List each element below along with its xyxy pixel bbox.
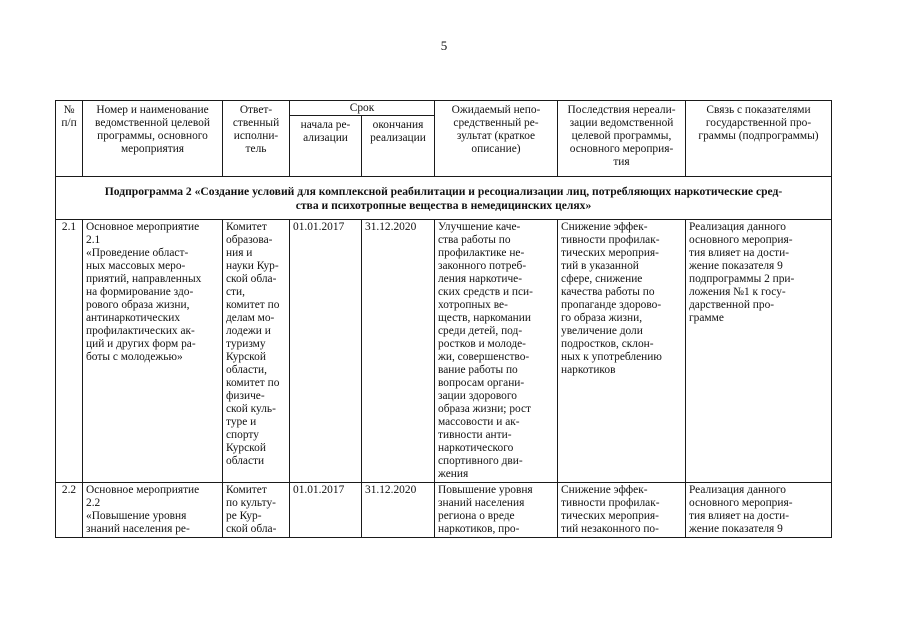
text-line: 2.1 [86, 234, 101, 246]
text-line: образа жизни; рост [438, 403, 532, 415]
text-line: ской обла- [226, 273, 277, 285]
text-line: основного мероприя- [689, 497, 793, 509]
text-line: делам мо- [226, 312, 275, 324]
header-name [83, 101, 223, 177]
header-row-1 [56, 101, 832, 116]
text-line: зультат (краткое [456, 130, 536, 142]
text-line: области [226, 455, 265, 467]
header-link [686, 101, 832, 177]
header-start [290, 116, 362, 177]
consequences [558, 220, 686, 483]
text-line: ществ, наркомании [438, 312, 531, 324]
text-line: на формирование здо- [86, 286, 194, 298]
start-date: 01.01.2017 [290, 483, 362, 538]
text-line: ления наркотиче- [438, 273, 523, 285]
start-date: 01.01.2017 [290, 220, 362, 483]
text-line: спортивного дви- [438, 455, 523, 467]
executor [223, 483, 290, 538]
text-line: жение показателя 9 [689, 523, 783, 535]
text-line: зации здорового [438, 390, 517, 402]
text-line: Номер и наименование [96, 104, 209, 116]
text-line: тель [245, 143, 267, 155]
text-line: сти, [226, 286, 245, 298]
text-line: региона о вреде [438, 510, 515, 522]
text-line: тических мероприя- [561, 247, 659, 259]
text-line: ных к употреблению [561, 351, 662, 363]
text-line: начала ре- [300, 119, 351, 131]
header-result [435, 101, 558, 177]
text-line: знаний населения ре- [86, 523, 190, 535]
text-line: по культу- [226, 497, 276, 509]
text-line: жения [438, 468, 469, 480]
section-row [56, 177, 832, 220]
text-line: тия [613, 156, 630, 168]
text-line: реализации [370, 132, 426, 144]
text-line: ализации [303, 132, 348, 144]
text-line: программы, основного [97, 130, 208, 142]
text-line: физиче- [226, 390, 265, 402]
executor [223, 220, 290, 483]
text-line: наркотиков [561, 364, 616, 376]
text-line: пропаганде здорово- [561, 299, 662, 311]
end-date: 31.12.2020 [362, 483, 435, 538]
measure-name [83, 483, 223, 538]
text-line: хотропных ве- [438, 299, 508, 311]
text-line: ства работы по [438, 234, 511, 246]
text-line: антинаркотических [86, 312, 181, 324]
text-line: Основное мероприятие [86, 221, 200, 233]
text-line: знаний населения [438, 497, 525, 509]
text-line: массовости и ак- [438, 416, 520, 428]
header-num [56, 101, 83, 177]
text-line: целевой программы, [571, 130, 672, 142]
text-line: рового образа жизни, [86, 299, 190, 311]
text-line: законного потреб- [438, 260, 527, 272]
text-line: подростков, склон- [561, 338, 654, 350]
text-line: тия влияет на дости- [689, 510, 789, 522]
consequences [558, 483, 686, 538]
measure-name [83, 220, 223, 483]
text-line: Связь с показателями [706, 104, 811, 116]
text-line: вопросам органи- [438, 377, 525, 389]
expected-result [435, 483, 558, 538]
text-line: зации ведомственной [569, 117, 674, 129]
text-line: п/п [61, 117, 77, 129]
text-line: исполни- [233, 130, 279, 142]
header-term: Срок [290, 101, 435, 116]
text-line: тия влияет на дости- [689, 247, 789, 259]
text-line: лодежи и [226, 325, 271, 337]
text-line: ростков и молоде- [438, 338, 526, 350]
text-line: государственной про- [705, 117, 812, 129]
expected-result [435, 220, 558, 483]
text-line: науки Кур- [226, 260, 279, 272]
text-line: сфере, снижение [561, 273, 643, 285]
text-line: тий незаконного по- [561, 523, 659, 535]
text-line: Комитет [226, 484, 267, 496]
text-line: ций и других форм ра- [86, 338, 196, 350]
header-executor [223, 101, 290, 177]
text-line: ских средств и пси- [438, 286, 533, 298]
text-line: мероприятия [120, 143, 185, 155]
page-number: 5 [440, 38, 448, 53]
table-row [56, 483, 832, 538]
text-line: описание) [471, 143, 521, 155]
table-row [56, 220, 832, 483]
indicator-link [686, 483, 832, 538]
text-line: наркотического [438, 442, 514, 454]
program-measures-table [55, 100, 832, 538]
text-line: № [63, 104, 75, 116]
text-line: вание работы по [438, 364, 518, 376]
text-line: граммы (подпрограммы) [698, 130, 819, 142]
row-number: 2.1 [56, 220, 83, 483]
text-line: ре Кур- [226, 510, 262, 522]
text-line: Снижение эффек- [561, 221, 648, 233]
text-line: окончания [372, 119, 424, 131]
indicator-link [686, 220, 832, 483]
text-line: туре и [226, 416, 257, 428]
text-line: Ответ- [239, 104, 273, 116]
text-line: наркотиков, про- [438, 523, 520, 535]
text-line: «Повышение уровня [86, 510, 187, 522]
text-line: Ожидаемый непо- [451, 104, 541, 116]
text-line: спорту [226, 429, 259, 441]
text-line: ведомственной целевой [95, 117, 210, 129]
text-line: ской обла- [226, 523, 277, 535]
text-line: тивности профилак- [561, 234, 660, 246]
text-line: качества работы по [561, 286, 655, 298]
text-line: комитет по [226, 299, 280, 311]
text-line: тических мероприя- [561, 510, 659, 522]
text-line: Последствия нереали- [567, 104, 676, 116]
text-line: ственный [232, 117, 280, 129]
text-line: «Проведение област- [86, 247, 189, 259]
text-line: области, [226, 364, 267, 376]
text-line: Курской [226, 351, 266, 363]
text-line: Реализация данного [689, 484, 786, 496]
end-date: 31.12.2020 [362, 220, 435, 483]
header-end [362, 116, 435, 177]
text-line: Повышение уровня [438, 484, 533, 496]
section-title [56, 177, 832, 220]
text-line: тий в указанной [561, 260, 639, 272]
text-line: ния и [226, 247, 253, 259]
text-line: Основное мероприятие [86, 484, 200, 496]
text-line: Реализация данного [689, 221, 786, 233]
text-line: увеличение доли [561, 325, 643, 337]
text-line: Подпрограмма 2 «Создание условий для комплексной реабилитации и ресоциализации лиц, потребляющих наркотические сред- [104, 185, 783, 198]
text-line: комитет по [226, 377, 280, 389]
text-line: профилактике не- [438, 247, 525, 259]
text-line: средственный ре- [453, 117, 539, 129]
text-line: подпрограммы 2 при- [689, 273, 795, 285]
text-line: образова- [226, 234, 273, 246]
text-line: Улучшение каче- [438, 221, 521, 233]
text-line: Комитет [226, 221, 267, 233]
text-line: жение показателя 9 [689, 260, 783, 272]
text-line: Курской [226, 442, 266, 454]
text-line: ных массовых меро- [86, 260, 186, 272]
text-line: профилактических ак- [86, 325, 195, 337]
text-line: боты с молодежью» [86, 351, 183, 363]
row-number: 2.2 [56, 483, 83, 538]
text-line: жи, совершенство- [438, 351, 530, 363]
text-line: Снижение эффек- [561, 484, 648, 496]
text-line: дарственной про- [689, 299, 775, 311]
text-line: приятий, направленных [86, 273, 202, 285]
text-line: ской куль- [226, 403, 276, 415]
text-line: тивности анти- [438, 429, 512, 441]
text-line: среди детей, под- [438, 325, 523, 337]
text-line: ложения №1 к госу- [689, 286, 786, 298]
text-line: 2.2 [86, 497, 101, 509]
text-line: го образа жизни, [561, 312, 643, 324]
header-consequences [558, 101, 686, 177]
text-line: туризму [226, 338, 266, 350]
text-line: грамме [689, 312, 724, 324]
text-line: ства и психотропные вещества в немедицинских целях» [295, 199, 592, 212]
text-line: тивности профилак- [561, 497, 660, 509]
text-line: основного мероприя- [689, 234, 793, 246]
text-line: основного мероприя- [569, 143, 674, 155]
